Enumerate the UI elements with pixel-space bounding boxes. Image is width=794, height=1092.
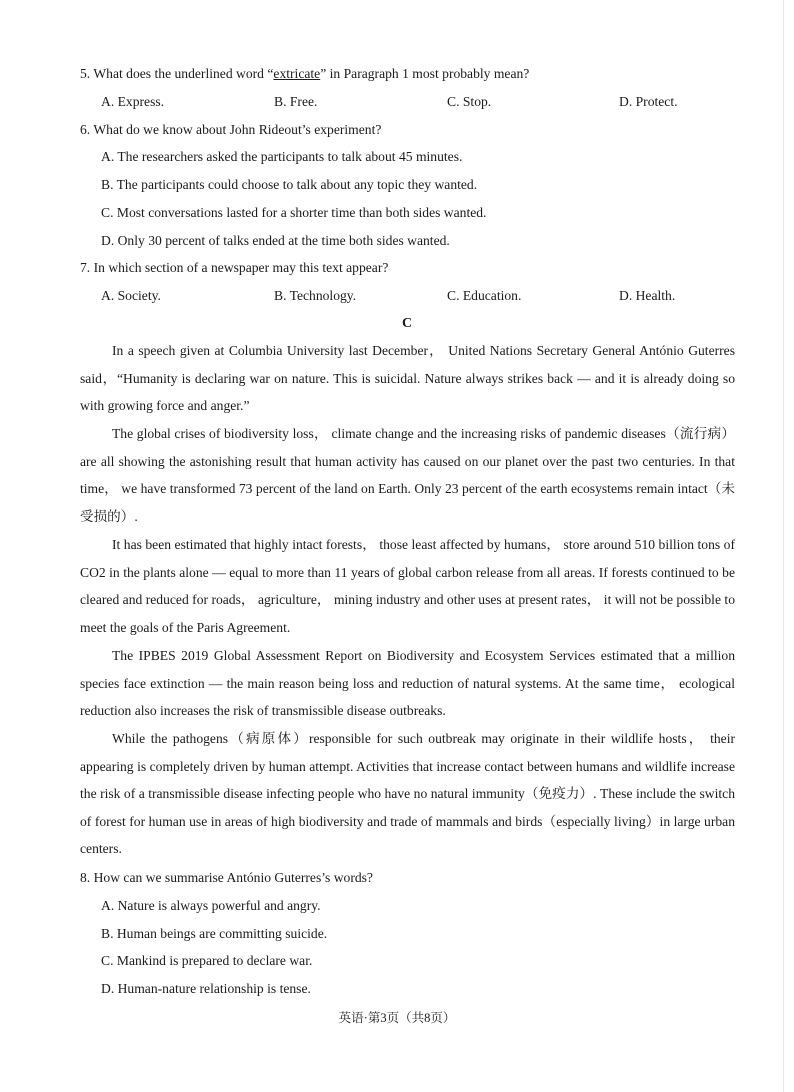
page-footer: 英语·第3页（共8页） <box>338 1011 456 1025</box>
question-5-stem-start: 5. What does the underlined word “ <box>80 66 274 81</box>
section-title: C <box>401 316 413 331</box>
passage-paragraph-1: In a speech given at Columbia University last December， United Nations Secretary General António Guterres said，“Humanity is declaring war on nature. This is suicidal. Nature always strikes back — and it is already doing so with growing force and anger.” <box>80 343 735 414</box>
question-5-stem-end: ” in Paragraph 1 most probably mean? <box>320 66 530 81</box>
question-7-option-d: D. Health. <box>619 288 676 303</box>
question-6-option-a: A. The researchers asked the participants to talk about 45 minutes. <box>101 149 463 164</box>
passage-paragraph-3: It has been estimated that highly intact forests， those least affected by humans， store around 510 billion tons of CO2 in the plants alone — equal to more than 11 years of global carbon release from all areas. If forests continued to be cleared and reduced for roads， agriculture， mining industry and other uses at present rates， it will not be possible to meet the goals of the Paris Agreement. <box>80 537 735 635</box>
question-5-option-d: D. Protect. <box>619 94 678 109</box>
passage-paragraph-5: While the pathogens（病原体）responsible for such outbreak may originate in their wildlife hosts， their appearing is completely driven by human attempt. Activities that increase contact between humans and wildlife increase the risk of a transmissible disease infecting people who have no natural immunity（免疫力）. These include the switch of forest for human use in areas of high biodiversity and trade of mammals and birds（especially living）in large urban centers. <box>80 731 735 857</box>
question-8-option-d: D. Human-nature relationship is tense. <box>101 981 311 996</box>
question-8-stem: 8. How can we summarise António Guterres’s words? <box>80 870 373 885</box>
question-6-stem: 6. What do we know about John Rideout’s experiment? <box>80 122 382 137</box>
question-8-option-c: C. Mankind is prepared to declare war. <box>101 953 313 968</box>
question-7-option-a: A. Society. <box>101 288 161 303</box>
underlined-word: extricate <box>273 66 321 81</box>
question-5-option-c: C. Stop. <box>447 94 492 109</box>
question-5-stem <box>80 66 736 82</box>
question-5-option-b: B. Free. <box>274 94 318 109</box>
question-7-option-c: C. Education. <box>447 288 522 303</box>
question-7-stem: 7. In which section of a newspaper may this text appear? <box>80 260 389 275</box>
question-7-option-b: B. Technology. <box>274 288 357 303</box>
page-edge-line <box>783 0 784 1092</box>
question-6-option-d: D. Only 30 percent of talks ended at the time both sides wanted. <box>101 233 450 248</box>
question-8-option-a: A. Nature is always powerful and angry. <box>101 898 321 913</box>
passage-paragraph-2: The global crises of biodiversity loss， climate change and the increasing risks of pandemic diseases（流行病）are all showing the astonishing result that human activity has caused on our planet over the past two centuries. In that time， we have transformed 73 percent of the land on Earth. Only 23 percent of the earth ecosystems remain intact（未受损的）. <box>80 426 735 524</box>
question-6-option-c: C. Most conversations lasted for a shorter time than both sides wanted. <box>101 205 487 220</box>
question-5-option-a: A. Express. <box>101 94 165 109</box>
question-8-option-b: B. Human beings are committing suicide. <box>101 926 328 941</box>
question-6-option-b: B. The participants could choose to talk about any topic they wanted. <box>101 177 478 192</box>
passage-paragraph-4: The IPBES 2019 Global Assessment Report on Biodiversity and Ecosystem Services estimated that a million species face extinction — the main reason being loss and reduction of natural systems. At the same time， ecological reduction also increases the risk of transmissible disease outbreaks. <box>80 648 735 719</box>
